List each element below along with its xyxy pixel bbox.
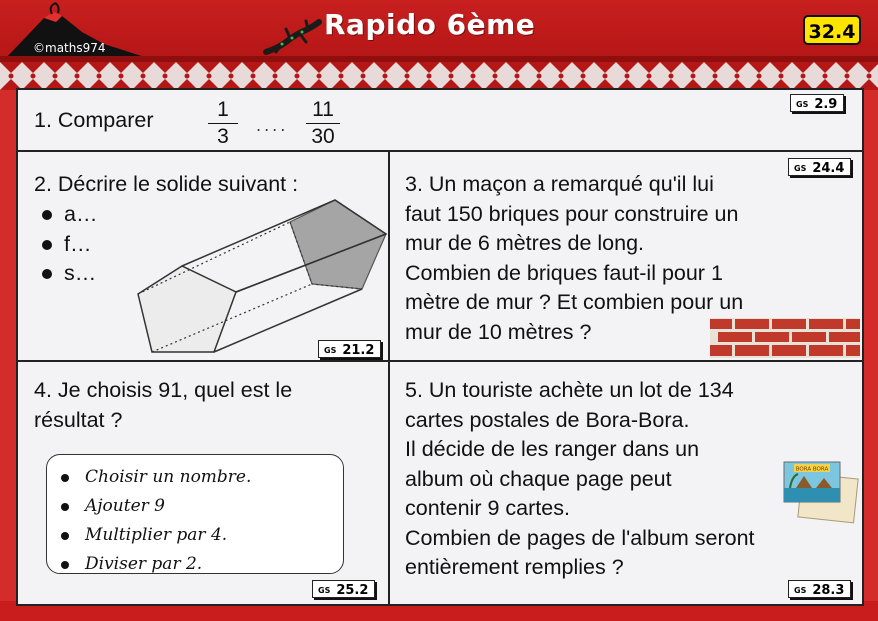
q5-line: Il décide de les ranger dans un	[405, 437, 700, 461]
question-3-cell	[390, 152, 862, 362]
question-4-text	[34, 376, 292, 435]
comparison-dots: ....	[256, 116, 289, 135]
q5-line: album où chaque page peut	[405, 466, 672, 491]
question-5-text	[405, 376, 755, 583]
gs-value: 21.2	[342, 343, 375, 358]
q5-line: entièrement remplies ?	[405, 555, 624, 579]
q3-line: Combien de briques faut-il pour 1	[405, 260, 723, 285]
gs-label: GS	[796, 100, 809, 109]
q3-line: 3. Un maçon a remarqué qu'il lui	[405, 172, 714, 196]
q5-line: Combien de pages de l'album seront	[405, 525, 755, 550]
step-item: Ajouter 9	[61, 492, 343, 521]
gs-badge-1	[790, 94, 844, 112]
step-item: Diviser par 2.	[61, 550, 343, 579]
gs-value: 2.9	[814, 97, 838, 112]
pentagonal-prism-icon	[130, 192, 388, 358]
question-5-cell	[390, 362, 862, 604]
q3-line: mur de 10 mètres ?	[405, 319, 592, 344]
q5-line: contenir 9 cartes.	[405, 496, 570, 520]
postcard-label: BORA BORA	[795, 466, 829, 473]
gecko-icon	[262, 18, 322, 58]
gs-badge-3	[788, 158, 851, 176]
question-4-cell	[18, 362, 390, 604]
gs-label: GS	[794, 586, 807, 595]
gs-label: GS	[794, 164, 807, 173]
q3-line: faut 150 briques pour construire un	[405, 201, 739, 226]
postcard-icon	[782, 458, 860, 524]
q3-line: mètre de mur ? Et combien pour un	[405, 290, 744, 314]
question-1-text: 1. Comparer	[34, 108, 154, 132]
logo-text: ©maths974	[33, 41, 106, 55]
page-title: Rapido 6ème	[324, 8, 536, 41]
gs-label: GS	[318, 586, 331, 595]
code-badge: 32.4	[803, 15, 861, 45]
fraction-b-denominator: 30	[311, 125, 335, 148]
brick-wall-icon	[710, 318, 860, 358]
fraction-a-numerator: 1	[217, 98, 229, 121]
gs-label: GS	[324, 346, 337, 355]
step-item: Choisir un nombre.	[61, 463, 343, 492]
step-item: Multiplier par 4.	[61, 521, 343, 550]
question-3-text	[405, 170, 743, 347]
gs-badge-2	[318, 340, 381, 358]
header-banner	[0, 0, 878, 62]
question-2-text: 2. Décrire le solide suivant :	[34, 172, 299, 196]
gs-badge-5	[788, 580, 851, 598]
gs-value: 25.2	[336, 583, 369, 598]
answer-options	[36, 200, 97, 289]
gs-value: 28.3	[812, 583, 845, 598]
fraction-eleven-thirtieths	[306, 98, 340, 149]
gs-value: 24.4	[812, 161, 845, 176]
option-f: f…	[36, 230, 97, 260]
q4-line: résultat ?	[34, 407, 123, 432]
fraction-a-denominator: 3	[217, 125, 229, 148]
tribal-pattern-band	[0, 62, 878, 90]
q3-line: mur de 6 mètres de long.	[405, 231, 645, 255]
option-s: s…	[36, 259, 97, 289]
fraction-b-numerator: 11	[312, 98, 334, 121]
q4-line: 4. Je choisis 91, quel est le	[34, 378, 293, 402]
question-2-cell	[18, 152, 390, 362]
fraction-one-third	[208, 98, 238, 149]
instructions-box	[46, 454, 344, 574]
q5-line: cartes postales de Bora-Bora.	[405, 407, 690, 432]
q5-line: 5. Un touriste achète un lot de 134	[405, 378, 734, 402]
gs-badge-4	[312, 580, 375, 598]
question-1-cell	[18, 90, 862, 152]
option-a: a…	[36, 200, 97, 230]
exercise-grid	[16, 88, 864, 606]
